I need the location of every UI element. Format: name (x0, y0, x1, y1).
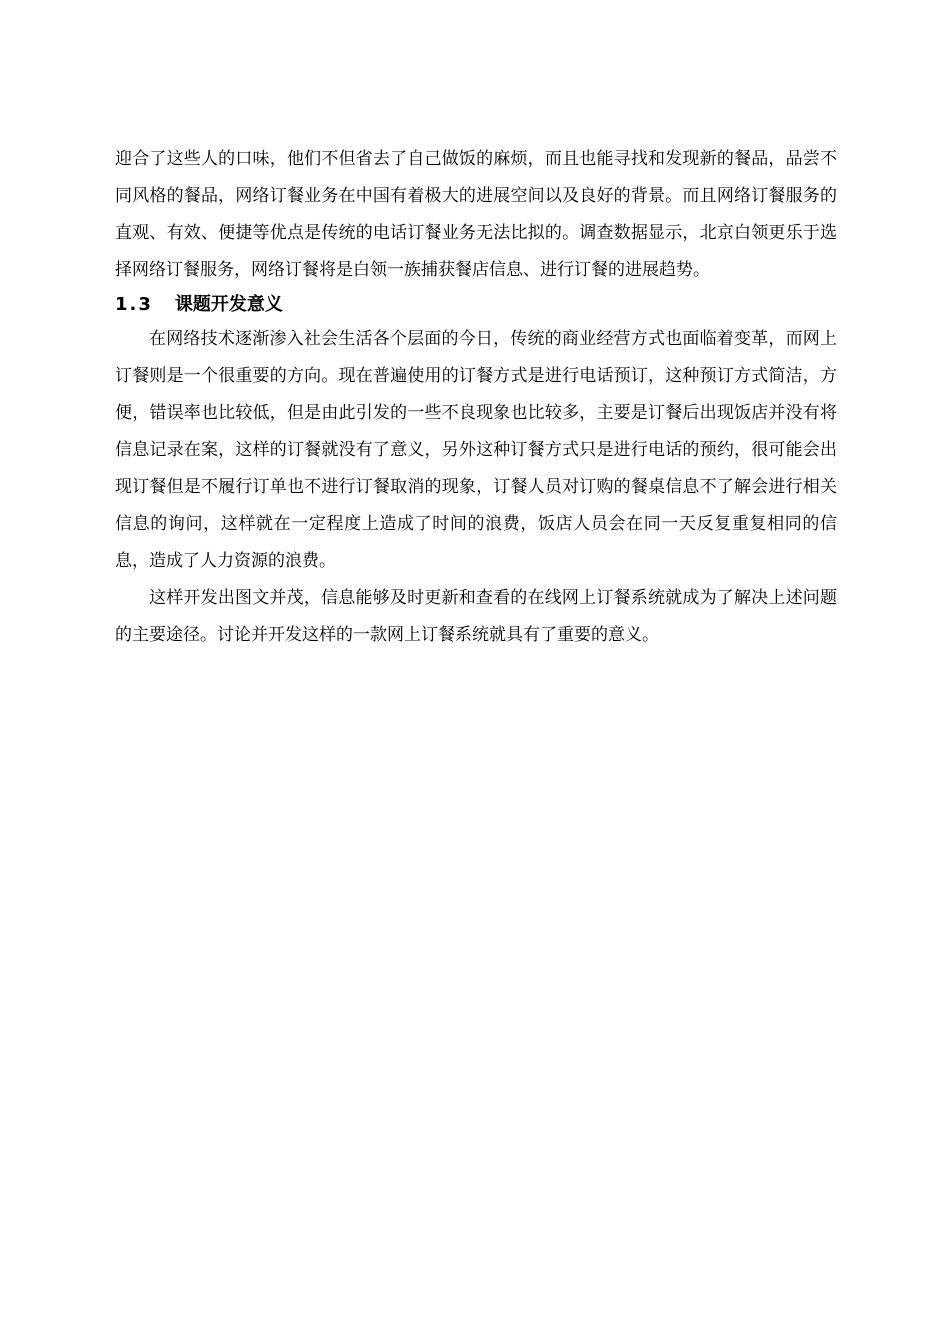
section-title: 课题开发意义 (174, 294, 283, 315)
body-paragraph-2: 这样开发出图文并茂，信息能够及时更新和查看的在线网上订餐系统就成为了解决上述问题的主要途径。讨论并开发这样的一款网上订餐系统就具有了重要的意义。 (115, 588, 837, 645)
continued-paragraph: 迎合了这些人的口味，他们不但省去了自己做饭的麻烦，而且也能寻找和发现新的餐品，品尝不同风格的餐品，网络订餐业务在中国有着极大的进展空间以及良好的背景。而且网络订餐服务的直观、有效、便捷等优点是传统的电话订餐业务无法比拟的。调查数据显示，北京白领更乐于选择网络订餐服务，网络订餐将是白领一族捕获餐店信息、进行订餐的进展趋势。 (115, 149, 837, 280)
document-body (115, 141, 837, 654)
section-heading (115, 289, 837, 321)
section-number: 1.3 (115, 294, 153, 315)
body-paragraph-1: 在网络技术逐渐渗入社会生活各个层面的今日，传统的商业经营方式也面临着变革，而网上订餐则是一个很重要的方向。现在普遍使用的订餐方式是进行电话预订，这种预订方式简洁，方便，错误率也比较低，但是由此引发的一些不良现象也比较多，主要是订餐后出现饭店并没有将信息记录在案，这样的订餐就没有了意义，另外这种订餐方式只是进行电话的预约，很可能会出现订餐但是不履行订单也不进行订餐取消的现象，订餐人员对订购的餐桌信息不了解会进行相关信息的询问，这样就在一定程度上造成了时间的浪费，饭店人员会在同一天反复重复相同的信息，造成了人力资源的浪费。 (115, 329, 837, 571)
